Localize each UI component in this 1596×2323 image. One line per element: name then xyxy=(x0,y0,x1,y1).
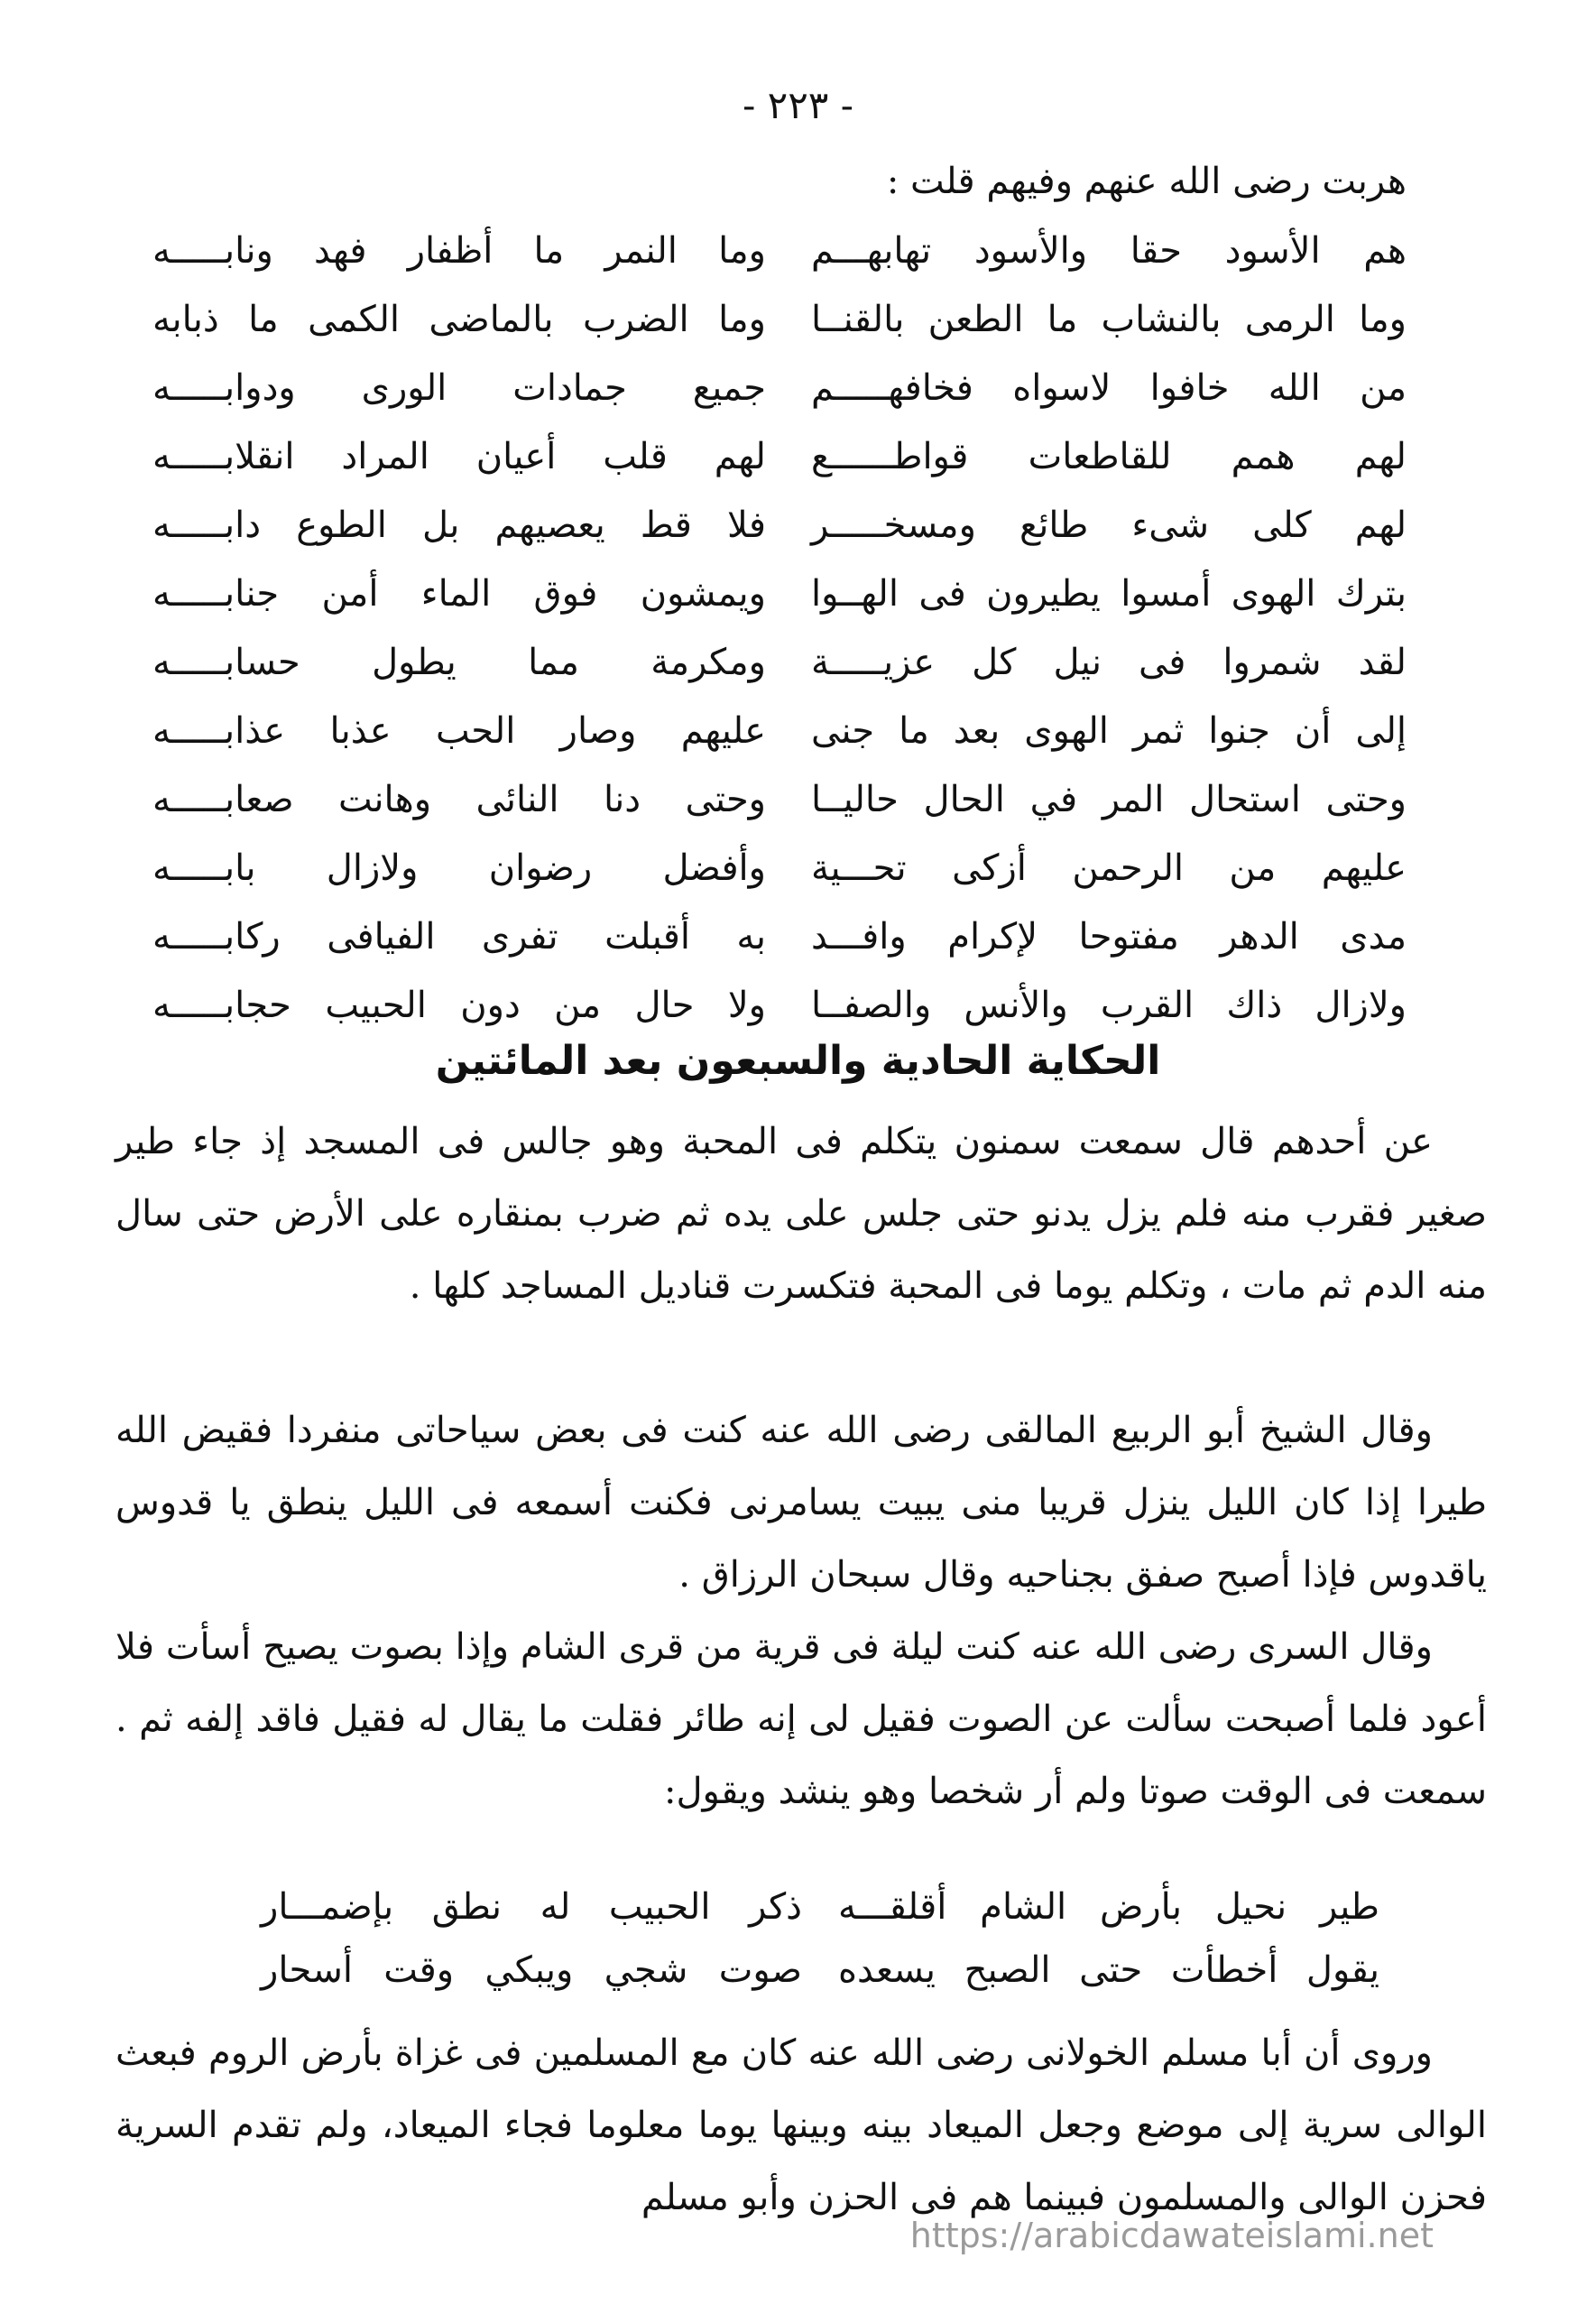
verse-first-hemistich: لقد شمروا فى نيل كل عزيـــــة xyxy=(811,642,1407,683)
verse-second-hemistich: به أقبلت تفرى الفيافى ركابـــــه xyxy=(152,916,766,958)
paragraph: وروى أن أبا مسلم الخولانى رضى الله عنه كان مع المسلمين فى غزاة بأرض الروم فبعث الوالى سرية إلى موضع وجعل الميعاد بينه وبينها يوما معلوما فجاء الميعاد، ولم تقدم السرية فحزن الوالى والمسلمون فبينما هم فى الحزن وأبو مسلم xyxy=(115,2032,1487,2218)
verse-first-hemistich: وما الرمى بالنشاب ما الطعن بالقنــا xyxy=(811,299,1407,340)
verse xyxy=(0,230,1596,302)
verse-second-hemistich: صوت شجي ويبكي وقت أسحار xyxy=(261,1949,802,1991)
verse-first-hemistich: هم الأسود حقا والأسود تهابهـــم xyxy=(811,230,1407,272)
verse-first-hemistich: إلى أن جنوا ثمر الهوى بعد ما جنى xyxy=(811,710,1407,752)
verse-second-hemistich: ومكرمة مما يطول حسابـــــه xyxy=(152,642,766,683)
verse-second-hemistich: فلا قط يعصيهم بل الطوع دابـــــه xyxy=(152,504,766,546)
paragraph: عن أحدهم قال سمعت سمنون يتكلم فى المحبة وهو جالس فى المسجد إذ جاء طير صغير فقرب منه فلم يزل يدنو حتى جلس على يده ثم ضرب بمنقاره على الأرض حتى سال منه الدم ثم مات ، وتكلم يوما فى المحبة فتكسرت قناديل المساجد كلها . xyxy=(115,1121,1487,1307)
paragraph: وقال الشيخ أبو الربيع المالقى رضى الله عنه كنت فى بعض سياحاتى منفردا فقيض الله طيرا إذا كان الليل ينزل قريبا منى يبيت يسامرنى فكنت أسمعه فى الليل ينطق يا قدوس ياقدوس فإذا أصبح صفق بجناحيه وقال سبحان الرزاق . xyxy=(115,1410,1487,1596)
verse xyxy=(0,779,1596,851)
verse-second-hemistich: ويمشون فوق الماء أمن جنابـــــه xyxy=(152,573,766,615)
page-number: - ٢٢٣ - xyxy=(743,83,853,127)
verse xyxy=(0,847,1596,920)
verse-second-hemistich: وأفضل رضوان ولازال بابـــــه xyxy=(152,847,766,889)
verse-first-hemistich: بترك الهوى أمسوا يطيرون فى الهــوا xyxy=(811,573,1407,615)
verse xyxy=(0,1886,1596,1958)
verse-second-hemistich: وما النمر ما أظفار فهد ونابـــــه xyxy=(152,230,766,272)
verse-second-hemistich: لهم قلب أعيان المراد انقلابـــــه xyxy=(152,436,766,477)
verse-second-hemistich: وحتى دنا النائى وهانت صعابـــــه xyxy=(152,779,766,820)
verse xyxy=(0,710,1596,782)
verse-second-hemistich: جميع جمادات الورى ودوابـــــه xyxy=(152,367,766,409)
verse-first-hemistich: عليهم من الرحمن أزكى تحـــية xyxy=(811,847,1407,889)
verse xyxy=(0,299,1596,371)
verse-first-hemistich: ولازال ذاك القرب والأنس والصفــا xyxy=(811,985,1407,1026)
verse xyxy=(0,367,1596,440)
verse xyxy=(0,504,1596,577)
verse-first-hemistich: طير نحيل بأرض الشام أقلقـــه xyxy=(838,1886,1379,1928)
verse-first-hemistich: وحتى استحال المر في الحال حاليــا xyxy=(811,779,1407,820)
verse-first-hemistich: من الله خافوا لاسواه فخافهـــــم xyxy=(811,367,1407,409)
intro-line: هربت رضى الله عنهم وفيهم قلت : xyxy=(886,161,1407,202)
verse-first-hemistich: يقول أخطأت حتى الصبح يسعده xyxy=(838,1949,1379,1991)
verse-second-hemistich: ذكر الحبيب له نطق بإضمـــار xyxy=(261,1886,802,1928)
watermark-url: https://arabicdawateislami.net xyxy=(909,2216,1434,2255)
verse xyxy=(0,642,1596,714)
verse xyxy=(0,436,1596,508)
verse xyxy=(0,573,1596,645)
verse-second-hemistich: ولا حال من دون الحبيب حجابـــــه xyxy=(152,985,766,1026)
verse-second-hemistich: عليهم وصار الحب عذبا عذابـــــه xyxy=(152,710,766,752)
verse-first-hemistich: لهم كلى شىء طائع ومسخـــــر xyxy=(811,504,1407,546)
verse xyxy=(0,1949,1596,2022)
verse-second-hemistich: وما الضرب بالماضى الكمى ما ذبابه xyxy=(152,299,766,340)
section-heading: الحكاية الحادية والسبعون بعد المائتين xyxy=(435,1038,1161,1084)
verse-first-hemistich: لهم همم للقاطعات قواطــــــع xyxy=(811,436,1407,477)
verse xyxy=(0,916,1596,988)
verse-first-hemistich: مدى الدهر مفتوحا لإكرام وافـــد xyxy=(811,916,1407,958)
paragraph: وقال السرى رضى الله عنه كنت ليلة فى قرية من قرى الشام وإذا بصوت يصيح أسأت فلا أعود فلما أصبحت سألت عن الصوت فقيل لى إنه طائر فقلت ما يقال له فقيل فاقد إلفه ثم . سمعت فى الوقت صوتا ولم أر شخصا وهو ينشد ويقول: xyxy=(115,1626,1487,1812)
